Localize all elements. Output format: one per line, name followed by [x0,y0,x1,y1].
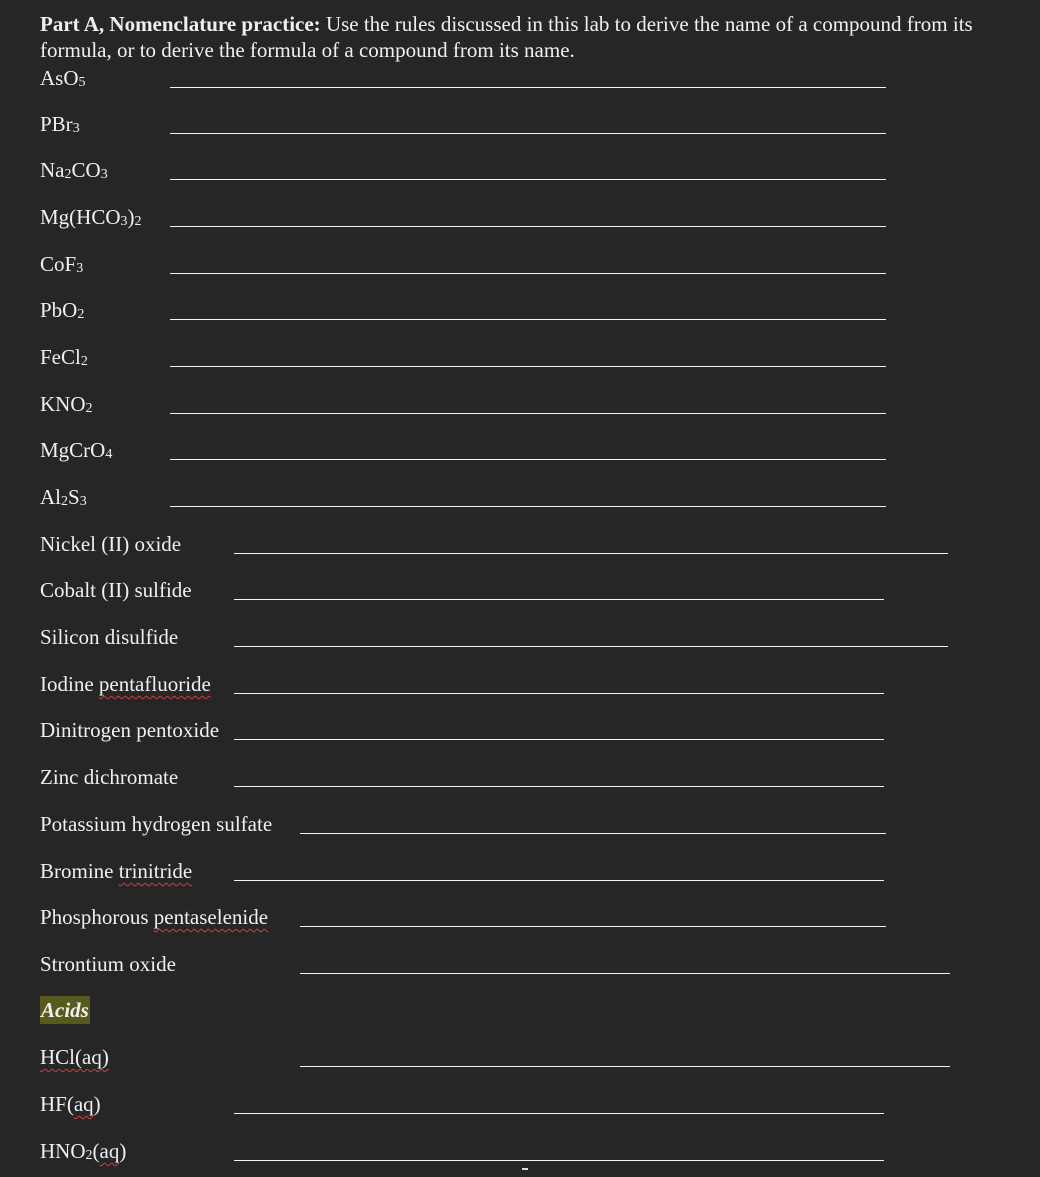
formula-subscript: 2 [80,354,88,369]
compound-name-label [40,623,178,651]
answer-line[interactable] [234,553,948,554]
formula-subscript: 2 [77,307,85,322]
formula-label [40,64,86,97]
formula-text: AsO [40,66,79,90]
formula-subscript: 5 [78,75,86,90]
formula-label [40,296,84,329]
formula-text: ) [127,205,135,229]
formula-text: HF(aq) [40,1092,101,1116]
formula-text: S [68,485,80,509]
compound-name-label [40,950,176,978]
formula-subscript: 3 [100,167,108,182]
answer-line[interactable] [234,786,884,787]
compound-name-label [40,670,211,698]
instructions [40,11,1015,63]
answer-line[interactable] [170,319,886,320]
answer-line[interactable] [170,133,886,134]
compound-name-text: Iodine pentafluoride [40,672,211,696]
answer-line[interactable] [170,273,886,274]
compound-name-label [40,763,178,791]
formula-subscript: 3 [120,214,128,229]
formula-label [40,483,87,516]
formula-text: Al [40,485,61,509]
answer-line[interactable] [170,459,886,460]
answer-line[interactable] [234,1160,884,1161]
answer-line[interactable] [170,506,886,507]
formula-text: MgCrO [40,438,106,462]
compound-name-label [40,903,268,931]
acid-label [40,1090,101,1118]
answer-line[interactable] [234,599,884,600]
answer-line[interactable] [170,179,886,180]
compound-name-label [40,576,192,604]
compound-name-text: Potassium hydrogen sulfate [40,812,273,836]
formula-label [40,343,88,376]
acid-label [40,1137,126,1170]
answer-line[interactable] [234,1113,884,1114]
instructions-heading: Part A, Nomenclature practice: [40,12,321,36]
compound-name-text: Zinc dichromate [40,765,179,789]
formula-label [40,250,83,283]
formula-label [40,436,112,469]
formula-text: PbO [40,298,78,322]
answer-line[interactable] [300,973,950,974]
compound-name-text: Nickel (II) oxide [40,532,182,556]
formula-text: CO [71,158,101,182]
answer-line[interactable] [300,833,886,834]
compound-name-label [40,857,192,885]
answer-line[interactable] [170,366,886,367]
answer-line[interactable] [234,739,884,740]
compound-name-text: Bromine trinitride [40,859,193,883]
formula-text: CoF [40,252,77,276]
answer-line[interactable] [170,226,886,227]
formula-subscript: 4 [105,447,113,462]
answer-line[interactable] [234,646,948,647]
formula-text: HNO [40,1139,86,1163]
answer-line[interactable] [300,1066,950,1067]
instructions-text: Use the rules discussed in this lab to derive the name of a compound from its formula, or to derive the formula of a compound from its name. [40,12,973,62]
compound-name-text: Dinitrogen pentoxide [40,718,220,742]
formula-subscript: 2 [61,494,68,509]
formula-text: PBr [40,112,73,136]
formula-subscript: 3 [79,494,87,509]
compound-name-text: Phosphorous pentaselenide [40,905,269,929]
acids-heading: Acids [41,998,89,1022]
compound-name-text: Strontium oxide [40,952,176,976]
answer-line[interactable] [170,413,886,414]
acid-label [40,1043,109,1071]
compound-name-text: Cobalt (II) sulfide [40,578,192,602]
formula-text: FeCl [40,345,81,369]
formula-label [40,156,108,189]
formula-text: Mg(HCO [40,205,121,229]
compound-name-label [40,530,181,558]
formula-text: Na [40,158,65,182]
answer-line[interactable] [234,880,884,881]
formula-subscript: 2 [134,214,142,229]
formula-subscript: 2 [85,401,93,416]
compound-name-label [40,810,272,838]
formula-text: HCl(aq) [40,1045,109,1069]
formula-subscript: 3 [76,261,84,276]
formula-subscript: 2 [64,167,72,182]
compound-name-text: Silicon disulfide [40,625,179,649]
answer-line[interactable] [170,87,886,88]
formula-subscript: 3 [72,121,80,136]
formula-label [40,110,80,143]
answer-line[interactable] [234,693,884,694]
formula-label [40,390,93,423]
page-number-mark [522,1168,528,1170]
formula-label [40,203,142,236]
formula-subscript: 2 [85,1148,93,1163]
formula-text: (aq) [92,1139,127,1163]
answer-line[interactable] [300,926,886,927]
compound-name-label [40,716,219,744]
formula-text: KNO [40,392,86,416]
